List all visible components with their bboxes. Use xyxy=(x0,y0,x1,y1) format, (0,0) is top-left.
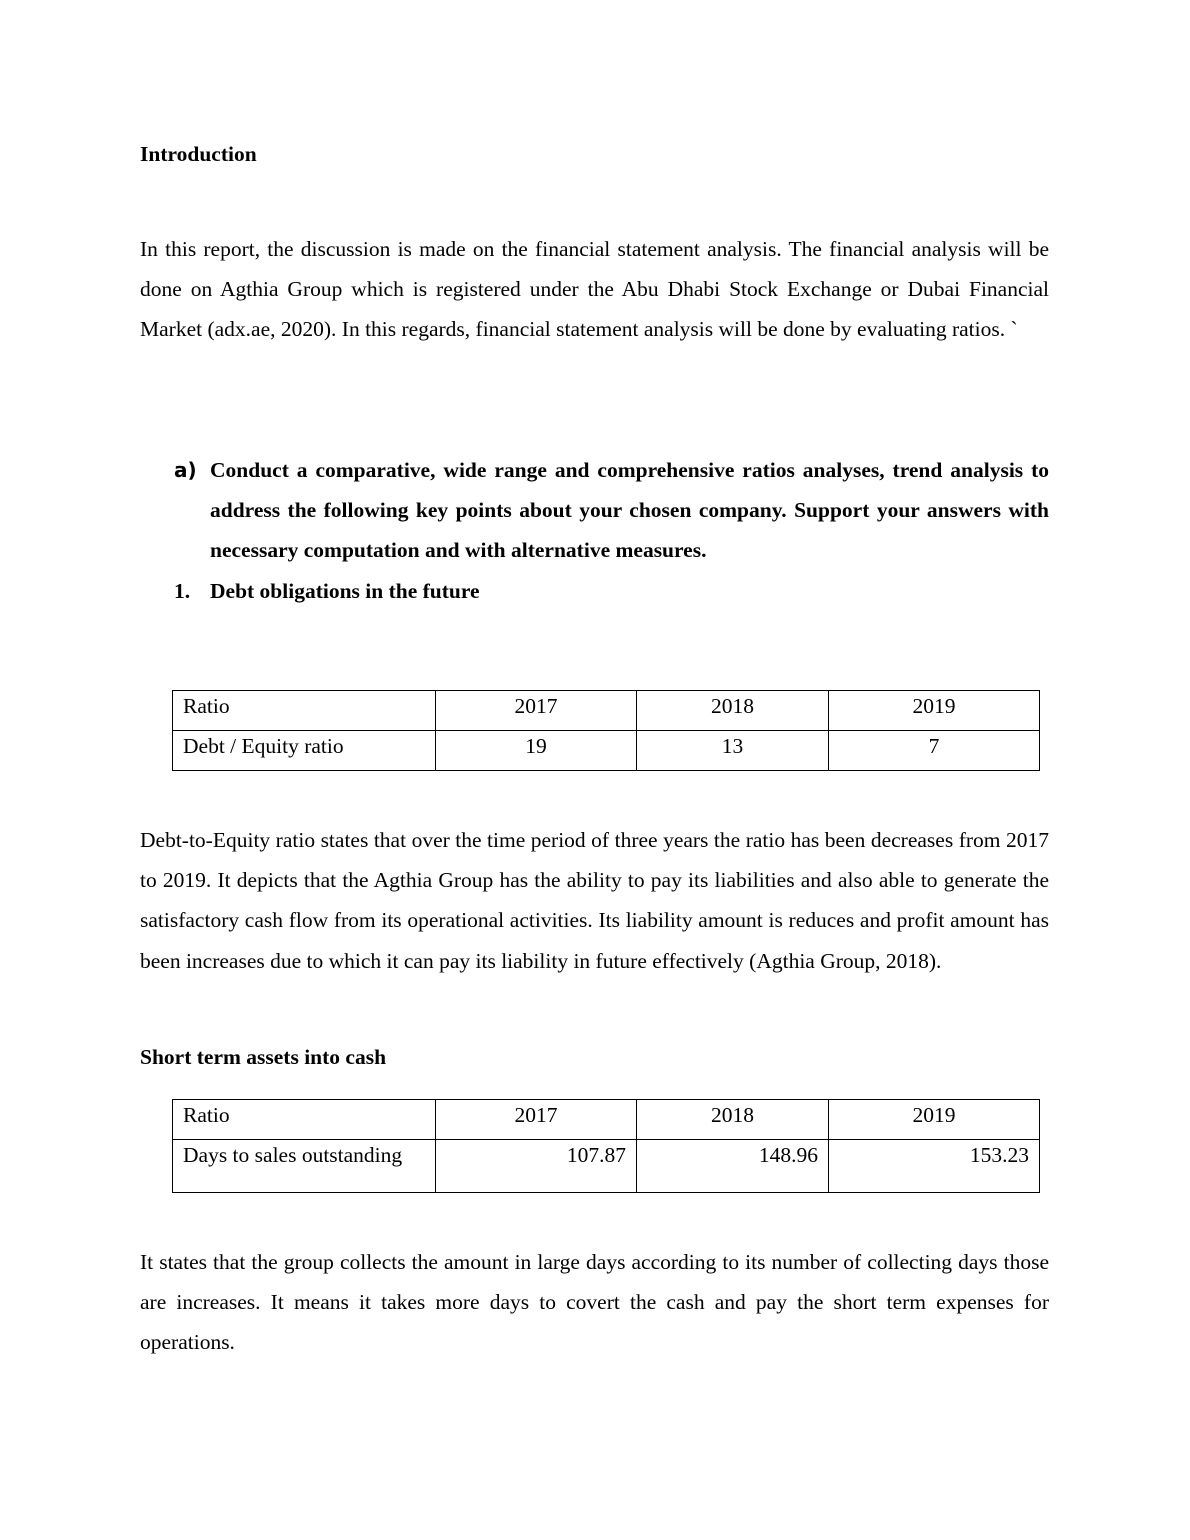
table-cell: 148.96 xyxy=(637,1140,829,1193)
table-header-cell: 2017 xyxy=(436,1100,637,1140)
table-header-cell: Ratio xyxy=(173,1100,436,1140)
table-cell: 19 xyxy=(436,731,637,771)
item1-text: Debt obligations in the future xyxy=(210,579,480,603)
table-header-cell: Ratio xyxy=(173,691,436,731)
table-header-cell: 2019 xyxy=(829,1100,1040,1140)
table-header-row xyxy=(173,1100,1040,1140)
debt-equity-table xyxy=(172,690,1040,771)
closing-paragraph: It states that the group collects the amount in large days according to its number of collecting days those are increases. It means it takes more days to covert the cash and pay the short term expenses for operations. xyxy=(140,1250,1049,1355)
table-header-cell: 2018 xyxy=(637,1100,829,1140)
question-marker: a) xyxy=(174,458,197,482)
debt-equity-paragraph: Debt-to-Equity ratio states that over the time period of three years the ratio has been decreases from 2017 to 2019. It depicts that the Agthia Group has the ability to pay its liabilities and also able to generate the satisfactory cash flow from its operational activities. Its liability amount is reduces and profit amount has been increases due to which it can pay its liability in future effectively (Agthia Group, 2018). xyxy=(140,828,1049,973)
table-cell: 153.23 xyxy=(829,1140,1040,1193)
question-text: Conduct a comparative, wide range and comprehensive ratios analyses, trend analysis to address the following key points about your chosen company. Support your answers with necessary computation and with alternative measures. xyxy=(210,458,1049,563)
table-cell: 13 xyxy=(637,731,829,771)
intro-heading: Introduction xyxy=(140,142,257,166)
item1-marker: 1. xyxy=(174,579,191,603)
table-cell: 7 xyxy=(829,731,1040,771)
table-header-row xyxy=(173,691,1040,731)
table-header-cell: 2017 xyxy=(436,691,637,731)
table-header-cell: 2018 xyxy=(637,691,829,731)
table-header-cell: 2019 xyxy=(829,691,1040,731)
intro-paragraph: In this report, the discussion is made on the financial statement analysis. The financial analysis will be done on Agthia Group which is registered under the Abu Dhabi Stock Exchange or Dubai Financial Market (adx.ae, 2020). In this regards, financial statement analysis will be done by evaluating ratios. ` xyxy=(140,237,1049,342)
table-cell: Debt / Equity ratio xyxy=(173,731,436,771)
table-cell: Days to sales outstanding xyxy=(173,1140,436,1193)
table-cell: 107.87 xyxy=(436,1140,637,1193)
days-sales-table xyxy=(172,1099,1040,1193)
short-term-heading: Short term assets into cash xyxy=(140,1045,387,1069)
table-row xyxy=(173,731,1040,771)
table-row xyxy=(173,1140,1040,1193)
